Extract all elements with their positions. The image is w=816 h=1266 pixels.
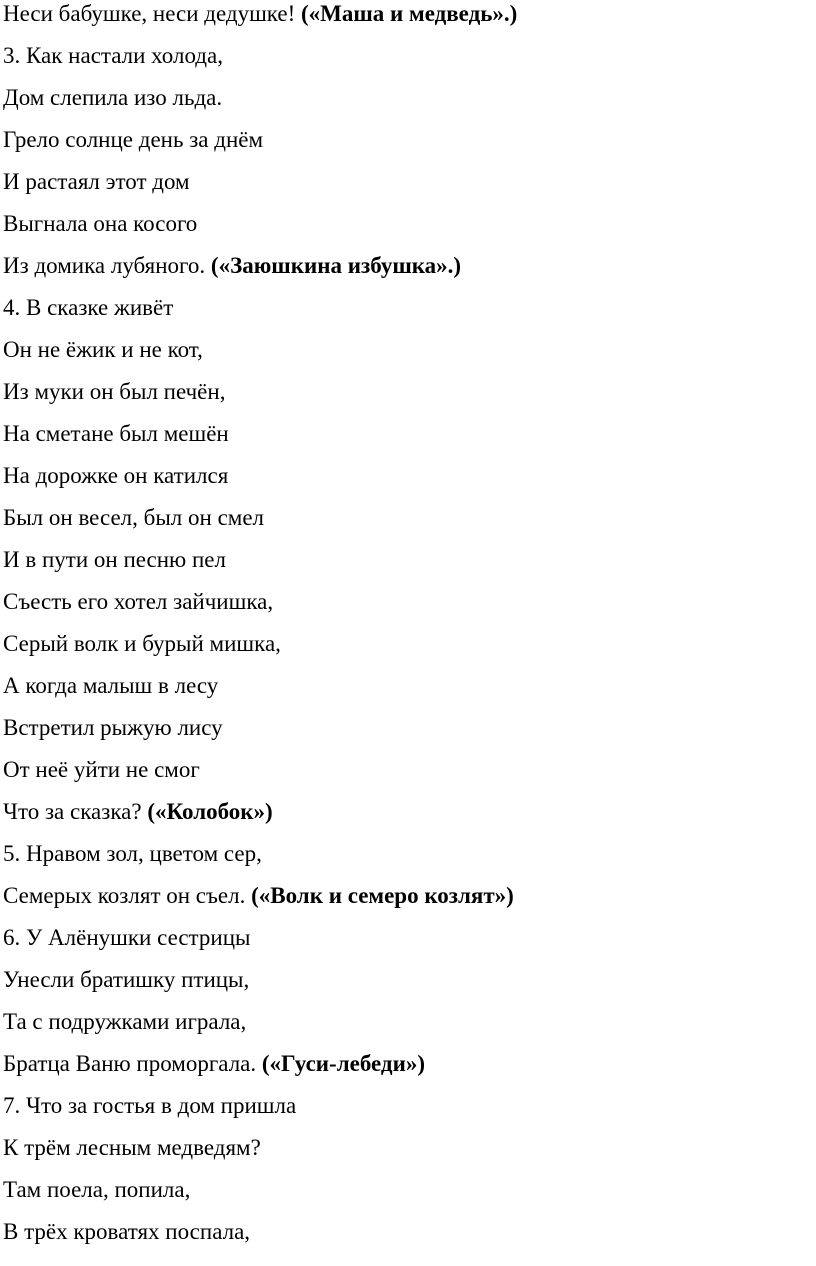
text-line bbox=[3, 749, 816, 791]
riddle-text-run: И в пути он песню пел bbox=[3, 547, 226, 572]
text-line bbox=[3, 455, 816, 497]
riddle-text-run: На сметане был мешён bbox=[3, 421, 229, 446]
text-line bbox=[3, 119, 816, 161]
text-line bbox=[3, 35, 816, 77]
riddle-text-run: На дорожке он катился bbox=[3, 463, 229, 488]
riddle-text-run: Там поела, попила, bbox=[3, 1177, 191, 1202]
riddle-text-run: К трём лесным медведям? bbox=[3, 1135, 261, 1160]
riddle-text-run: 7. Что за гостья в дом пришла bbox=[3, 1093, 297, 1118]
riddle-text-run: Выгнала она косого bbox=[3, 211, 198, 236]
riddle-text-run: Что за сказка? bbox=[3, 799, 148, 824]
riddle-text-run: Братца Ваню проморгала. bbox=[3, 1051, 262, 1076]
answer-bold-run: («Заюшкина избушка».) bbox=[210, 253, 462, 278]
text-line bbox=[3, 1001, 816, 1043]
text-line bbox=[3, 1085, 816, 1127]
riddle-text-run: От неё уйти не смог bbox=[3, 757, 200, 782]
answer-bold-run: («Гуси-лебеди») bbox=[261, 1051, 425, 1076]
text-line bbox=[3, 875, 816, 917]
riddle-text-run: В трёх кроватях поспала, bbox=[3, 1219, 251, 1244]
text-line bbox=[3, 959, 816, 1001]
text-line bbox=[3, 539, 816, 581]
riddle-text-run: 6. У Алёнушки сестрицы bbox=[3, 925, 251, 950]
text-line bbox=[3, 791, 816, 833]
text-line bbox=[3, 623, 816, 665]
text-line bbox=[3, 581, 816, 623]
text-line bbox=[3, 77, 816, 119]
text-line bbox=[3, 371, 816, 413]
answer-bold-run: («Волк и семеро козлят») bbox=[251, 883, 514, 908]
riddle-text-run: А когда малыш в лесу bbox=[3, 673, 219, 698]
riddle-text-run: Дом слепила изо льда. bbox=[3, 85, 223, 110]
text-line bbox=[3, 0, 816, 35]
text-line bbox=[3, 1169, 816, 1211]
text-line bbox=[3, 245, 816, 287]
answer-bold-run: («Колобок») bbox=[147, 799, 273, 824]
text-line bbox=[3, 707, 816, 749]
text-line bbox=[3, 1043, 816, 1085]
text-line bbox=[3, 1127, 816, 1169]
text-line bbox=[3, 917, 816, 959]
riddle-text-run: Был он весел, был он смел bbox=[3, 505, 265, 530]
riddle-text-run: Съесть его хотел зайчишка, bbox=[3, 589, 274, 614]
riddle-text-run: Встретил рыжую лису bbox=[3, 715, 223, 740]
riddle-text-run: Неси бабушке, неси дедушке! bbox=[3, 1, 302, 26]
text-line bbox=[3, 833, 816, 875]
riddle-text-run: И растаял этот дом bbox=[3, 169, 190, 194]
text-line bbox=[3, 203, 816, 245]
answer-bold-run: («Маша и медведь».) bbox=[301, 1, 518, 26]
text-line bbox=[3, 161, 816, 203]
riddle-text-run: 5. Нравом зол, цветом сер, bbox=[3, 841, 262, 866]
riddle-text-run: Семерых козлят он съел. bbox=[3, 883, 252, 908]
riddle-text-run: 4. В сказке живёт bbox=[3, 295, 174, 320]
riddle-text-run: Унесли братишку птицы, bbox=[3, 967, 250, 992]
riddle-text-run: Грело солнце день за днём bbox=[3, 127, 264, 152]
riddle-text-run: Из домика лубяного. bbox=[3, 253, 211, 278]
riddle-text-run: Серый волк и бурый мишка, bbox=[3, 631, 281, 656]
riddle-text-run: Он не ёжик и не кот, bbox=[3, 337, 203, 362]
riddle-text-run: Из муки он был печён, bbox=[3, 379, 226, 404]
text-line bbox=[3, 413, 816, 455]
text-line bbox=[3, 329, 816, 371]
text-line bbox=[3, 497, 816, 539]
text-line bbox=[3, 1211, 816, 1253]
riddle-text-run: 3. Как настали холода, bbox=[3, 43, 223, 68]
text-line bbox=[3, 287, 816, 329]
riddle-text-run: Та с подружками играла, bbox=[3, 1009, 247, 1034]
text-line bbox=[3, 665, 816, 707]
